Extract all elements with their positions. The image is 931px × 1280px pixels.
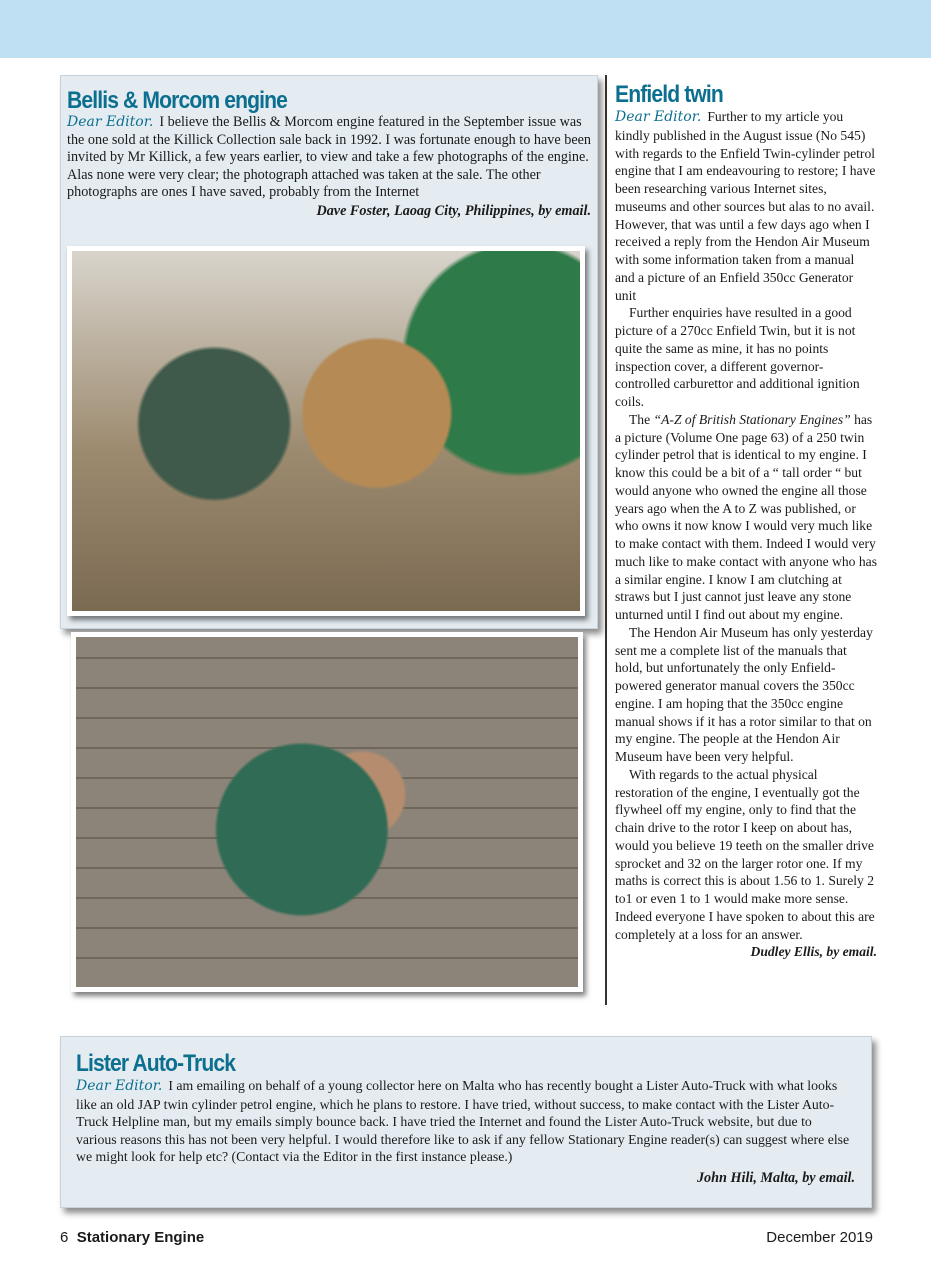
footer-left	[60, 1229, 204, 1246]
enfield-paragraph: Further to my article you kindly published in the August issue (No 545) with regards to the Enfield Twin-cylinder petrol engine that I am endeavouring to restore; I have been researching various Internet sites, museums and other sources but alas to no avail. However, that was until a few days ago when I received a reply from the Hendon Air Museum with some information taken from a manual and a picture of an Enfield 350cc Generator unit	[615, 109, 876, 303]
lister-title: Lister Auto-Truck	[76, 1050, 236, 1077]
book-title: “A-Z of British Stationary Engines”	[653, 411, 851, 427]
issue-date: December 2019	[766, 1229, 873, 1246]
bellis-title: Bellis & Morcom engine	[67, 87, 288, 114]
lister-letter-box	[60, 1036, 872, 1208]
bellis-body: I believe the Bellis & Morcom engine featured in the September issue was the one sold at the Killick Collection sale back in 1992. I was fortunate enough to have been invited by Mr Killick, a few years earlier, to view and take a few photographs of the engine. Alas none were very clear; the photograph attached was taken at the sale. The other photographs are ones I have saved, probably from the Internet	[67, 114, 592, 201]
enfield-signature: Dudley Ellis, by email.	[750, 944, 877, 960]
engine-photo-1	[67, 246, 585, 616]
column-divider	[605, 75, 607, 1005]
top-band	[0, 0, 931, 58]
lister-signature: John Hili, Malta, by email.	[696, 1169, 855, 1186]
lister-body: I am emailing on behalf of a young collector here on Malta who has recently bought a Lister Auto-Truck with what looks like an old JAP twin cylinder petrol engine, which he plans to restore. I have tried, without success, to make contact with the Lister Auto-Truck Helpline man, but my emails simply bounce back. I have tried the Internet and found the Lister Auto-Truck website, but due to various reasons this has not been very helpful. I would therefore like to ask if any fellow Stationary Engine reader(s) can suggest where else we might look for help etc? (Contact via the Editor in the first instance please.)	[76, 1078, 850, 1165]
enfield-paragraph: With regards to the actual physical restoration of the engine, I eventually got the flywheel off my engine, only to find that the chain drive to the rotor I keep on about has, would you believe 19 teeth on the smaller drive sprocket and 32 on the larger rotor one. If my maths is correct this is about 1.56 to 1. Surely 2 to1 or even 1 to 1 would make more sense. Indeed everyone I have spoken to about this are completely at a loss for an answer.	[615, 766, 875, 942]
magazine-name: Stationary Engine	[76, 1229, 205, 1246]
enfield-paragraph: Further enquiries have resulted in a good picture of a 270cc Enfield Twin, but it is not quite the same as mine, it has no points inspection cover, a different governor-controlled carburettor and additional ignition coils.	[615, 305, 860, 409]
enfield-paragraph: has a picture (Volume One page 63) of a 250 twin cylinder petrol that is identical to my engine. I know this could be a bit of a “ tall order “ but would anyone who owned the engine all those years ago when the A to Z was published, or who owns it now know I would very much like to make contact with them. Indeed I would very much like to make contact with anyone who has a similar engine. I know I am clutching at straws but I just cannot just leave any stone unturned until I find out about my engine.	[615, 411, 877, 622]
bellis-signature: Dave Foster, Laoag City, Philippines, by email.	[316, 202, 591, 219]
page-number: 6	[60, 1229, 69, 1246]
enfield-title: Enfield twin	[615, 81, 723, 108]
dear-editor: Dear Editor.	[67, 114, 154, 130]
enfield-letter	[615, 82, 877, 961]
dear-editor: Dear Editor.	[615, 109, 702, 125]
enfield-paragraph: The	[629, 411, 651, 427]
dear-editor: Dear Editor.	[76, 1078, 163, 1094]
enfield-paragraph: The Hendon Air Museum has only yesterday sent me a complete list of the manuals that hold, but unfortunately the only Enfield-powered generator manual covers the 350cc engine. I am hoping that the 350cc engine manual shows if it has a rotor similar to that on my engine. The people at the Hendon Air Museum have been very helpful.	[615, 624, 873, 764]
engine-photo-2	[71, 632, 583, 992]
